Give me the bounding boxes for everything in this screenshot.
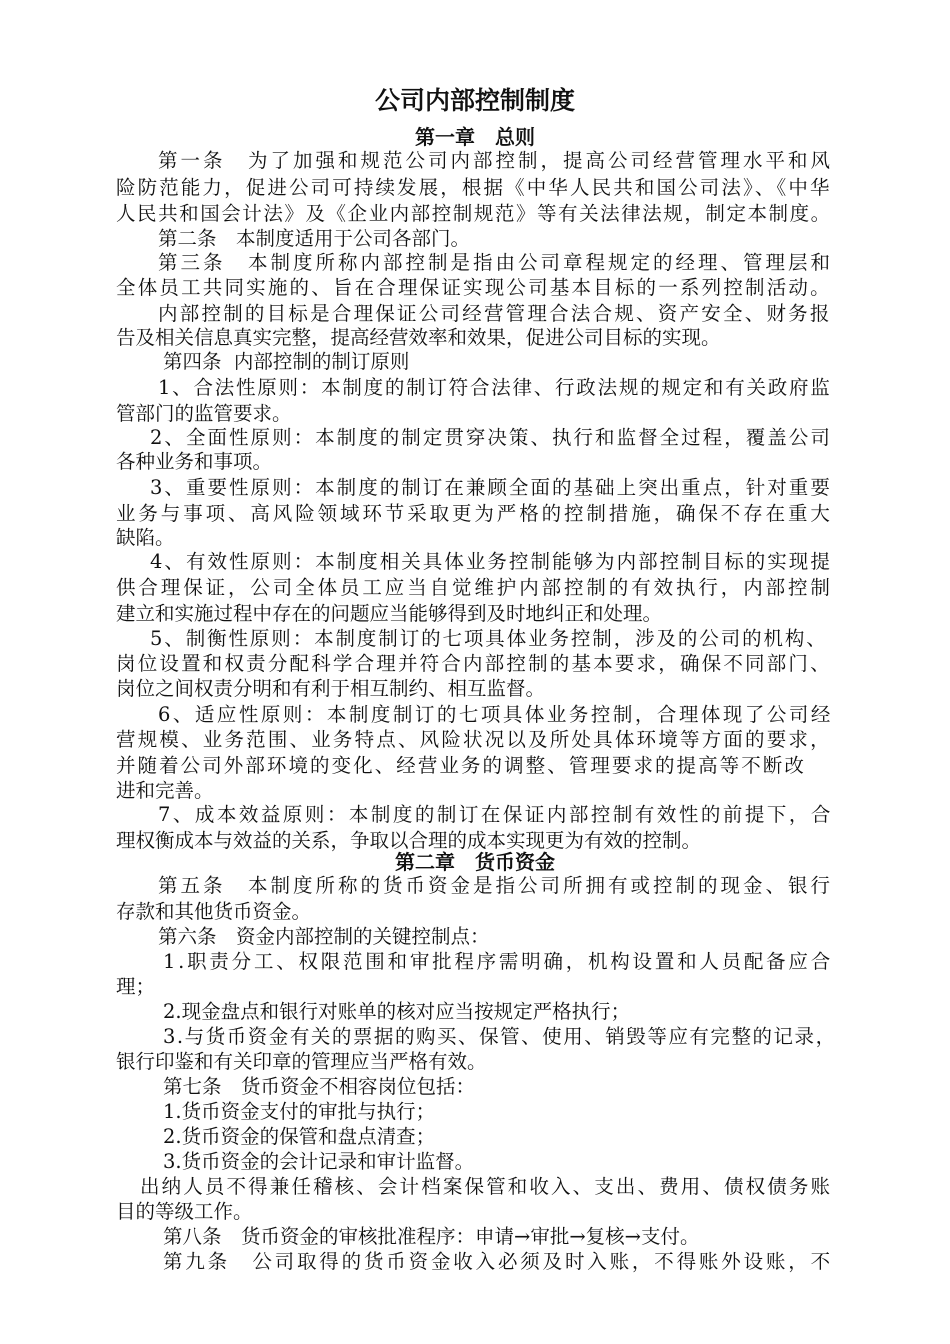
text-line: 第六条 资金内部控制的关键控制点： <box>158 925 490 948</box>
text-line: 1、合法性原则：本制度的制订符合法律、行政法规的规定和有关政府监 <box>158 376 832 399</box>
text-line: 第八条 货币资金的审核批准程序：申请→审批→复核→支付。 <box>163 1225 700 1248</box>
text-line: 7、成本效益原则：本制度的制订在保证内部控制有效性的前提下，合 <box>158 803 833 826</box>
text-line: 第七条 货币资金不相容岗位包括： <box>163 1075 476 1098</box>
text-line: 3.货币资金的会计记录和审计监督。 <box>163 1150 475 1173</box>
text-line: 岗位设置和权责分配科学合理并符合内部控制的基本要求，确保不同部门、 <box>116 652 832 675</box>
text-line: 6、适应性原则：本制度制订的七项具体业务控制，合理体现了公司经 <box>158 703 833 726</box>
text-line: 全体员工共同实施的、旨在合理保证实现公司基本目标的一系列控制活动。 <box>116 276 832 299</box>
text-line: 1.职责分工、权限范围和审批程序需明确，机构设置和人员配备应合 <box>163 950 833 973</box>
text-line: 建立和实施过程中存在的问题应当能够得到及时地纠正和处理。 <box>116 602 663 625</box>
text-line: 2.货币资金的保管和盘点清查； <box>163 1125 436 1148</box>
text-line: 缺陷。 <box>116 526 175 549</box>
text-line: 理权衡成本与效益的关系，争取以合理的成本实现更为有效的控制。 <box>116 829 702 852</box>
text-line: 2、全面性原则：本制度的制定贯穿决策、执行和监督全过程，覆盖公司 <box>150 426 832 449</box>
text-line: 第三条 本制度所称内部控制是指由公司章程规定的经理、管理层和 <box>158 251 834 274</box>
text-line: 内部控制的目标是合理保证公司经营管理合法合规、资产安全、财务报 <box>158 302 832 325</box>
text-line: 告及相关信息真实完整，提高经营效率和效果，促进公司目标的实现。 <box>116 326 721 349</box>
text-line: 岗位之间权责分明和有利于相互制约、相互监督。 <box>116 677 546 700</box>
text-line: 银行印鉴和有关印章的管理应当严格有效。 <box>116 1050 487 1073</box>
text-line: 3、重要性原则：本制度的制订在兼顾全面的基础上突出重点，针对重要 <box>150 476 832 499</box>
text-line: 3.与货币资金有关的票据的购买、保管、使用、销毁等应有完整的记录， <box>163 1025 837 1048</box>
text-line: 营规模、业务范围、业务特点、风险状况以及所处具体环境等方面的要求， <box>116 728 832 751</box>
text-line: 出纳人员不得兼任稽核、会计档案保管和收入、支出、费用、债权债务账 <box>140 1175 833 1198</box>
text-line: 目的等级工作。 <box>116 1200 253 1223</box>
text-line: 供合理保证，公司全体员工应当自觉维护内部控制的有效执行，内部控制 <box>116 576 833 599</box>
text-line: 业务与事项、高风险领域环节采取更为严格的控制措施，确保不存在重大 <box>116 502 833 525</box>
chapter-heading: 第一章 总则 <box>415 125 535 149</box>
text-line: 第二条 本制度适用于公司各部门。 <box>158 227 471 250</box>
text-line: 人民共和国会计法》及《企业内部控制规范》等有关法律法规，制定本制度。 <box>116 202 832 225</box>
text-line: 第一条 为了加强和规范公司内部控制，提高公司经营管理水平和风 <box>158 149 834 172</box>
text-line: 4、有效性原则：本制度相关具体业务控制能够为内部控制目标的实现提 <box>150 550 832 573</box>
text-line: 2.现金盘点和银行对账单的核对应当按规定严格执行； <box>163 1000 631 1023</box>
text-line: 进和完善。 <box>116 779 214 802</box>
text-line: 管部门的监管要求。 <box>116 402 292 425</box>
text-line: 5、制衡性原则：本制度制订的七项具体业务控制，涉及的公司的机构、 <box>150 627 828 650</box>
text-line: 各种业务和事项。 <box>116 450 273 473</box>
text-line: 第九条 公司取得的货币资金收入必须及时入账，不得账外设账，不 <box>163 1250 833 1273</box>
document-title: 公司内部控制制度 <box>374 86 575 115</box>
chapter-heading: 第二章 货币资金 <box>395 850 555 874</box>
text-line: 第四条 内部控制的制订原则 <box>163 350 410 373</box>
text-line: 险防范能力，促进公司可持续发展，根据《中华人民共和国公司法》、《中华 <box>116 176 832 199</box>
text-line: 存款和其他货币资金。 <box>116 900 312 923</box>
text-line: 理； <box>116 975 156 998</box>
text-line: 第五条 本制度所称的货币资金是指公司所拥有或控制的现金、银行 <box>158 874 834 897</box>
text-line: 1.货币资金支付的审批与执行； <box>163 1100 436 1123</box>
text-line: 并随着公司外部环境的变化、经营业务的调整、管理要求的提高等不断改 <box>116 754 806 777</box>
